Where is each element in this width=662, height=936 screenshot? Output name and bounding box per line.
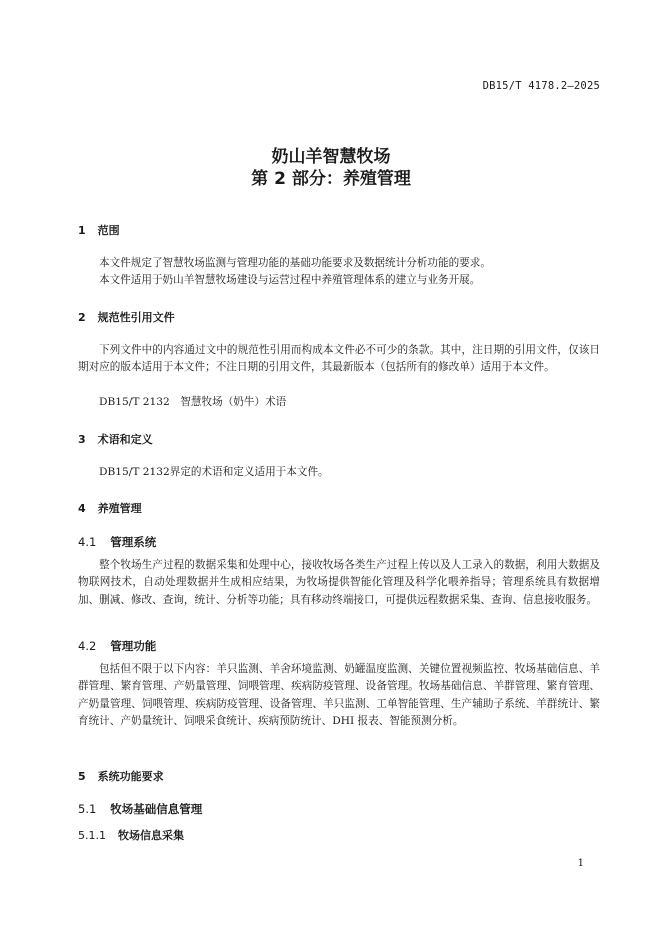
section-number: 2 bbox=[78, 311, 86, 324]
section-number: 5 bbox=[78, 770, 86, 783]
subsection-heading-5-1 bbox=[78, 801, 202, 817]
section-number: 3 bbox=[78, 433, 86, 446]
section-title: 管理功能 bbox=[110, 639, 157, 653]
section-number: 5.1.1 bbox=[78, 829, 106, 842]
paragraph-reference-item: DB15/T 2132 智慧牧场（奶牛）术语 bbox=[99, 396, 287, 408]
section-heading-3 bbox=[78, 431, 153, 447]
section-title: 管理系统 bbox=[110, 535, 157, 549]
paragraph-management-system: 整个牧场生产过程的数据采集和处理中心，接收牧场各类生产过程上传以及人工录入的数据，利用大数据及物联网技术，自动处理数据并生成相应结果，为牧场提供智能化管理及科学化喂养指导；管理系统具有数据增加、删减、修改、查询，统计、分析等功能；具有移动终端接口，可提供远程数据采集、查询、信息接收服务。 bbox=[78, 559, 600, 606]
document-title-line2: 第 2 部分：养殖管理 bbox=[251, 169, 411, 189]
section-number: 1 bbox=[78, 224, 86, 237]
paragraph-terms: DB15/T 2132界定的术语和定义适用于本文件。 bbox=[99, 466, 329, 478]
section-heading-5 bbox=[78, 768, 164, 784]
paragraph-scope-1: 本文件规定了智慧牧场监测与管理功能的基础功能要求及数据统计分析功能的要求。 bbox=[99, 257, 491, 269]
subsection-heading-5-1-1 bbox=[78, 827, 184, 843]
page-number: 1 bbox=[577, 858, 584, 869]
section-heading-4 bbox=[78, 500, 142, 516]
paragraph-normative-refs: 下列文件中的内容通过文中的规范性引用而构成本文件必不可少的条款。其中，注日期的引用文件，仅该日期对应的版本适用于本文件；不注日期的引用文件，其最新版本（包括所有的修改单）适用于本文件。 bbox=[78, 344, 600, 374]
section-title: 系统功能要求 bbox=[97, 770, 164, 783]
section-heading-2 bbox=[78, 309, 175, 325]
section-title: 范围 bbox=[97, 224, 120, 237]
section-title: 术语和定义 bbox=[97, 433, 153, 446]
section-title: 养殖管理 bbox=[97, 502, 142, 515]
section-title: 规范性引用文件 bbox=[97, 311, 175, 324]
section-number: 5.1 bbox=[78, 802, 97, 816]
section-title: 牧场基础信息管理 bbox=[110, 802, 203, 816]
section-heading-1 bbox=[78, 222, 120, 238]
subsection-heading-4-2 bbox=[78, 638, 156, 654]
standard-code: DB15/T 4178.2—2025 bbox=[482, 80, 600, 92]
document-title-line1: 奶山羊智慧牧场 bbox=[271, 147, 391, 167]
paragraph-management-functions: 包括但不限于以下内容：羊只监测、羊舍环境监测、奶罐温度监测、关键位置视频监控、牧场基础信息、羊群管理、繁育管理、产奶量管理、饲喂管理、疾病防疫管理、设备管理。牧场基础信息、羊群管理、繁育管理、产奶量管理、饲喂管理、疾病防疫管理、设备管理、羊只监测、工单智能管理、生产辅助子系统、羊群统计、繁育统计、产奶量统计、饲喂采食统计、疾病预防统计、DHI 报表、智能预测分析。 bbox=[78, 663, 600, 728]
subsection-heading-4-1 bbox=[78, 534, 156, 550]
section-number: 4 bbox=[78, 502, 86, 515]
paragraph-scope-2: 本文件适用于奶山羊智慧牧场建设与运营过程中养殖管理体系的建立与业务开展。 bbox=[99, 274, 481, 286]
section-number: 4.2 bbox=[78, 639, 97, 653]
section-number: 4.1 bbox=[78, 535, 97, 549]
section-title: 牧场信息采集 bbox=[118, 829, 184, 842]
